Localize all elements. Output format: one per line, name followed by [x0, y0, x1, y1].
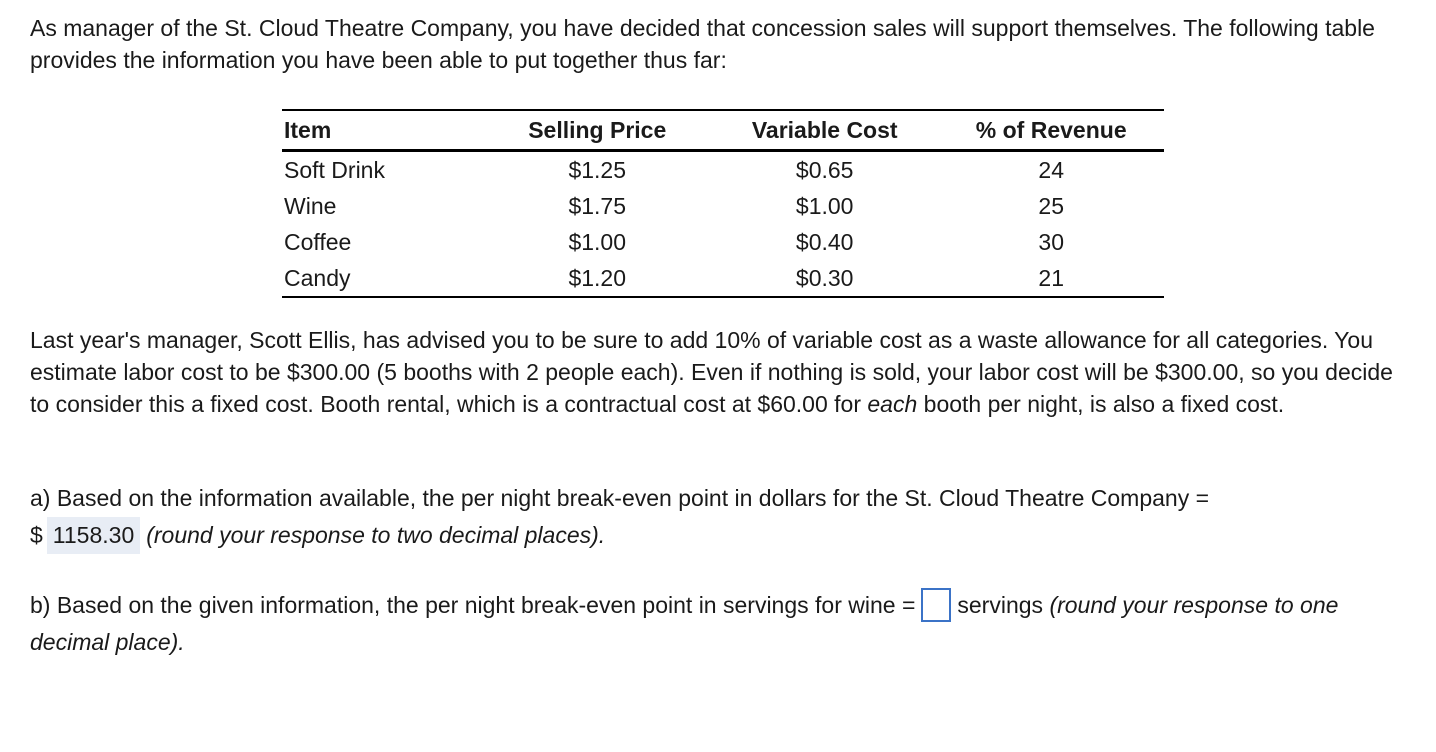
waste-allowance-paragraph	[30, 324, 1415, 420]
cell-item: Wine	[284, 193, 337, 219]
cell-item: Candy	[284, 265, 351, 291]
answer-b-input[interactable]	[921, 588, 951, 622]
currency-symbol: $	[30, 522, 43, 548]
question-b	[30, 587, 1415, 661]
cell-price: $1.25	[568, 157, 627, 183]
cell-item: Soft Drink	[284, 157, 385, 183]
cell-variable-cost: $0.30	[795, 265, 854, 291]
emphasis-each: each	[867, 391, 918, 417]
cell-variable-cost: $1.00	[795, 193, 854, 219]
header-item: Item	[284, 117, 332, 143]
cell-variable-cost: $0.40	[795, 229, 854, 255]
cell-item: Coffee	[284, 229, 352, 255]
table-row	[282, 224, 1164, 260]
cell-revenue-pct: 25	[1038, 193, 1065, 219]
concession-table-container	[282, 109, 1164, 298]
table-header-row	[282, 110, 1164, 151]
table-row	[282, 260, 1164, 297]
question-b-hint: (round your response to one decimal place).	[30, 592, 1339, 655]
cell-price: $1.20	[568, 265, 627, 291]
cell-price: $1.00	[568, 229, 627, 255]
header-selling-price: Selling Price	[528, 117, 667, 143]
answer-a-field[interactable]: 1158.30	[47, 517, 140, 554]
waste-text-end: booth per night, is also a fixed cost.	[917, 391, 1285, 417]
concession-table	[282, 109, 1164, 298]
intro-paragraph: As manager of the St. Cloud Theatre Company, you have decided that concession sales will support themselves. The following table provides the information you have been able to put together thus far:	[30, 15, 1375, 73]
question-a-hint: (round your response to two decimal places).	[146, 522, 606, 548]
cell-price: $1.75	[568, 193, 627, 219]
cell-variable-cost: $0.65	[795, 157, 854, 183]
question-a	[30, 480, 1415, 554]
header-variable-cost: Variable Cost	[751, 117, 898, 143]
question-b-prompt: b) Based on the given information, the per night break-even point in servings for wine =	[30, 592, 916, 618]
waste-text-start: Last year's manager, Scott Ellis, has advised you to be sure to add 10% of variable cost as a waste allowance for all categories. You estimate labor cost to be $300.00 (5 booths with 2 people each). Even if nothing is sold, your labor cost will be $300.00, so you decide to consider this a fixed cost. Booth rental, which is a contractual cost at $60.00 for	[30, 327, 1393, 417]
table-row	[282, 188, 1164, 224]
cell-revenue-pct: 24	[1038, 157, 1065, 183]
question-a-prompt: a) Based on the information available, the per night break-even point in dollars for the St. Cloud Theatre Company =	[30, 485, 1210, 511]
table-row	[282, 151, 1164, 189]
cell-revenue-pct: 21	[1038, 265, 1065, 291]
servings-unit: servings	[957, 592, 1044, 618]
header-percent-revenue: % of Revenue	[975, 117, 1127, 143]
cell-revenue-pct: 30	[1038, 229, 1065, 255]
